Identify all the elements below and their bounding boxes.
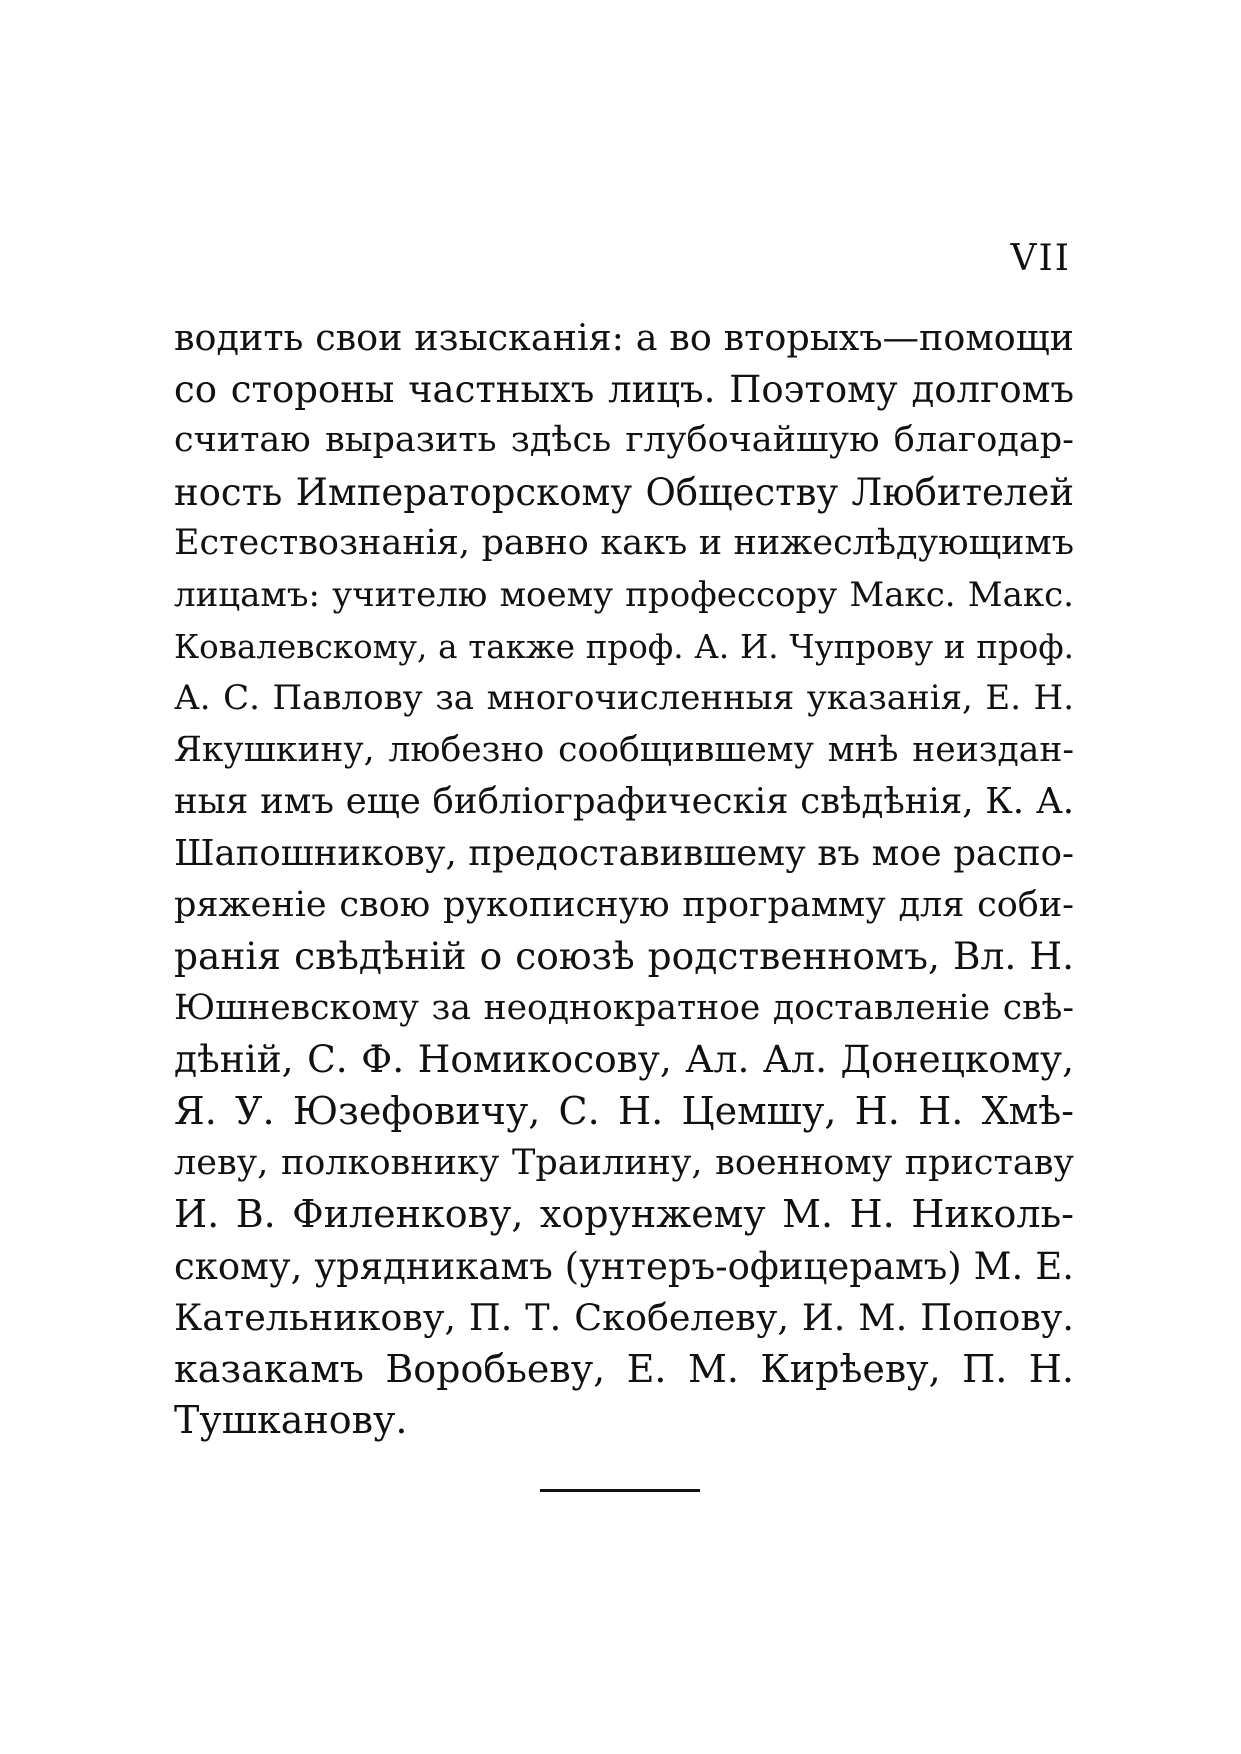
text-line: Якушкину, любезно сообщившему мнѣ неиздан- [174,729,1074,770]
text-line: ряженіе свою рукописную программу для соби- [174,884,1074,925]
text-line: лицамъ: учителю моему профессору Макс. Макс. [174,574,1074,615]
page-number: VII [1010,238,1071,279]
text-line: Юшневскому за неоднократное доставленіе свѣ- [174,987,1074,1028]
text-line: скому, урядникамъ (унтеръ-офицерамъ) М. Е. [174,1244,1074,1288]
text-line: ранія свѣдѣній о союзѣ родственномъ, Вл. Н. [174,934,1074,979]
text-line-last: Тушканову. [174,1398,408,1443]
text-line: дѣній, С. Ф. Номикосову, Ал. Ал. Донецкому, [174,1037,1074,1082]
text-line: А. С. Павлову за многочисленныя указанія, Е. Н. [174,678,1074,719]
text-line: ность Императорскому Обществу Любителей [174,470,1074,514]
text-line: леву, полковнику Траилину, военному приставу [174,1142,1074,1183]
text-line: водить свои изысканія: а во вторыхъ—помощи [174,316,1074,359]
text-line: казакамъ Воробьеву, Е. М. Кирѣеву, П. Н. [174,1346,1074,1391]
body-text [174,312,1074,1447]
text-line: Я. У. Юзефовичу, С. Н. Цемшу, Н. Н. Хмѣ- [174,1088,1074,1133]
text-line: со стороны частныхъ лицъ. Поэтому долгомъ [174,367,1074,411]
text-line: считаю выразить здѣсь глубочайшую благодар- [174,420,1074,461]
text-line: Ковалевскому, а также проф. А. И. Чупрову и проф. [174,627,1074,666]
text-line: Кательникову, П. Т. Скобелеву, И. М. Попову. [174,1296,1074,1340]
text-line: ныя имъ еще библіографическія свѣдѣнія, К. А. [174,781,1074,823]
text-line: Естествознанія, равно какъ и нижеслѣдующимъ [174,523,1074,564]
end-rule [540,1489,700,1492]
text-line: И. В. Филенкову, хорунжему М. Н. Николь- [174,1192,1074,1237]
text-line: Шапошникову, предоставившему въ мое распо- [174,832,1074,874]
